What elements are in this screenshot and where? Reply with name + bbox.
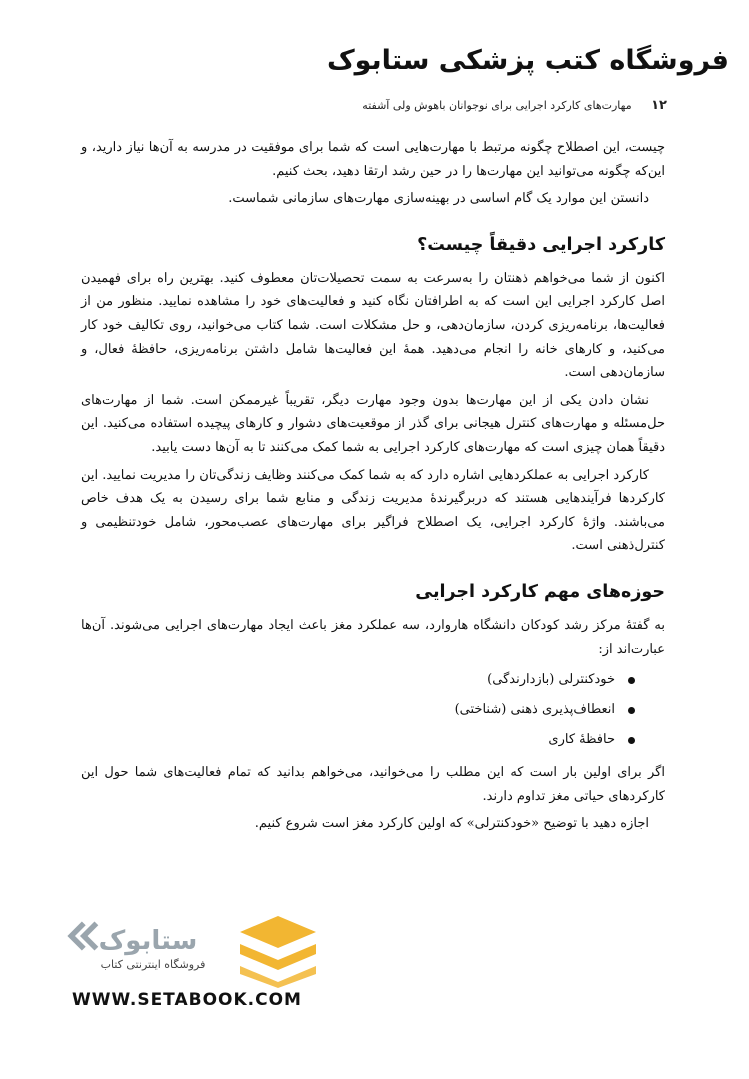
domains-paragraph-3: اجازه دهید با توضیح «خودکنترلی» که اولین کارکرد مغز است شروع کنیم. [254,816,649,832]
definition-paragraph-1: اکنون از شما می‌خواهم ذهنتان را به‌سرعت به سمت تحصیلات‌تان معطوف کنید. بهترین راه برای فهمیدن اصل کارکرد اجرایی این است که به اطرافتان نگاه کنید و فعالیت‌های خود را مشاهده نمایید. منظور من از فعالیت‌ها، برنامه‌ریزی کردن، سازمان‌دهی، و حل مشکلات است. شما کتاب می‌خوانید، روی تکالیف خود کار می‌کنید، و کارهای خانه را انجام می‌دهید. همهٔ این فعالیت‌ها شامل داشتن برنامه‌ریزی، حافظهٔ فعال، و سازمان‌دهی است. [81,270,665,381]
setabook-watermark [58,908,318,1018]
intro-paragraph-2: دانستن این موارد یک گام اساسی در بهینه‌سازی مهارت‌های سازمانی شماست. [228,191,649,207]
brand-tagline: فروشگاه اینترنتی کتاب [100,958,206,971]
brand-url: WWW.SETABOOK.COM [72,990,302,1010]
section-heading-domains: حوزه‌های مهم کارکرد اجرایی [415,581,665,602]
setabook-logo-icon [238,914,318,988]
definition-paragraph-2: نشان دادن یکی از این مهارت‌ها بدون وجود مهارت دیگر، تقریباً غیرممکن است. شما از مهارت‌های حل‌مسئله و مهارت‌های کنترل هیجانی برای گذر از موقعیت‌های دشوار و کارهای پیچیده استفاده می‌کنید. این دقیقاً همان چیزی است که مهارت‌های کارکرد اجرایی به شما کمک می‌کنند تا به آن‌ها دست یابید. [81,392,665,455]
page-number: ۱۲ [651,98,667,113]
definition-paragraph-3: کارکرد اجرایی به عملکردهایی اشاره دارد که به شما کمک می‌کنند وظایف زندگی‌تان را مدیریت نمایید. این کارکردها فرآیندهایی هستند که دربرگیرندهٔ مدیریت زندگی و منابع شما برای رسیدن به یک هدف خاص می‌باشند. واژهٔ کارکرد اجرایی، یک اصطلاح فراگیر برای مهارت‌های عصب‌محور، شامل خودتنظیمی و کنترل‌ذهنی است. [81,467,665,554]
running-head [47,96,667,116]
domains-list [81,665,665,755]
book-title: مهارت‌های کارکرد اجرایی برای نوجوانان باهوش ولی آشفته [362,99,632,112]
list-item: خودکنترلی (بازدارندگی) [81,665,635,695]
list-item: انعطاف‌پذیری ذهنی (شناختی) [81,695,635,725]
domains-paragraph-1: به گفتهٔ مرکز رشد کودکان دانشگاه هاروارد، سه عملکرد مغز باعث ایجاد مهارت‌های اجرایی می‌شوند. آن‌ها عبارت‌اند از: [81,617,665,657]
brand-name: ستابوک [98,926,198,956]
domains-paragraph-2: اگر برای اولین بار است که این مطلب را می‌خوانید، می‌خواهم بدانید که تمام فعالیت‌های شما حول این کارکردهای حیاتی مغز تداوم دارند. [81,765,665,804]
list-item: حافظهٔ کاری [81,725,635,755]
section-heading-definition: کارکرد اجرایی دقیقاً چیست؟ [417,234,665,255]
intro-paragraph-1: چیست، این اصطلاح چگونه مرتبط با مهارت‌هایی است که شما برای موفقیت در مدرسه به آن‌ها نیاز دارید، و این‌که چگونه می‌توانید این مهارت‌ها را در حین رشد ارتقا دهید، بحث کنیم. [81,140,665,179]
page-body [81,136,665,840]
store-title: فروشگاه کتب پزشکی ستابوک [326,45,729,76]
